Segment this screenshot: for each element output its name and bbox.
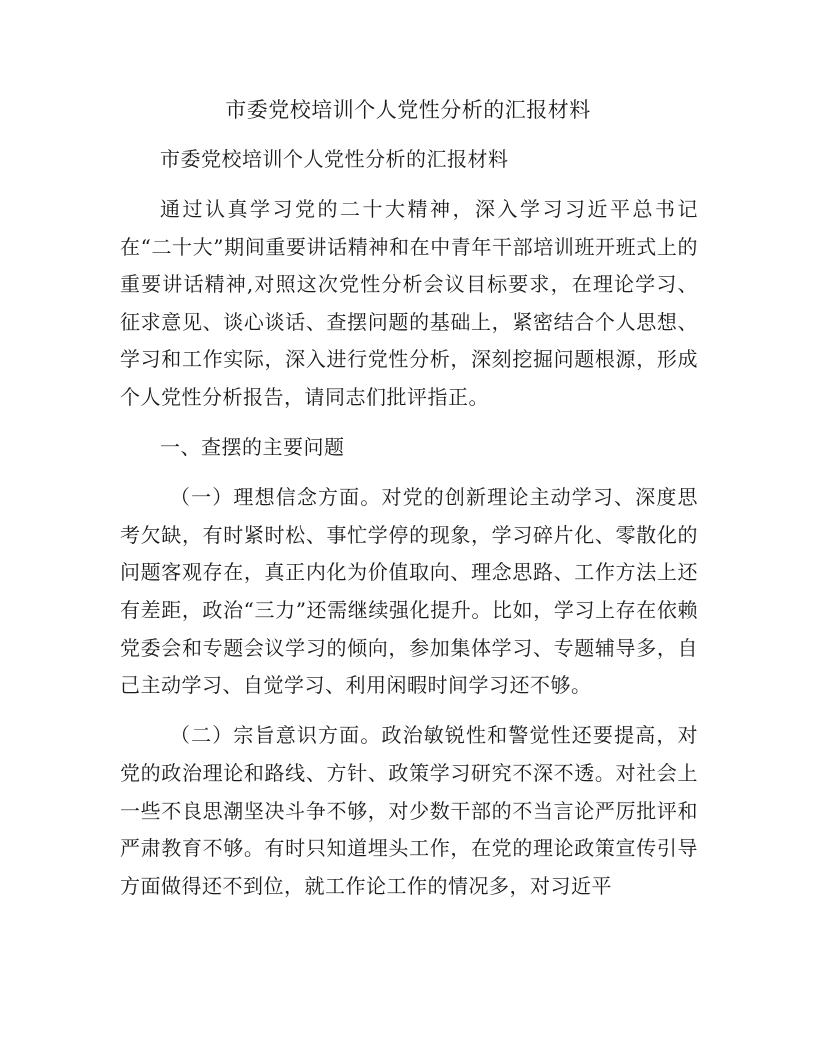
paragraph-intro: 通过认真学习党的二十大精神，深入学习习近平总书记在“二十大”期间重要讲话精神和在中青年干部培训班开班式上的重要讲话精神,对照这次党性分析会议目标要求，在理论学习、征求意见、谈心谈话、查摆问题的基础上，紧密结合个人思想、学习和工作实际，深入进行党性分析，深刻挖掘问题根源，形成个人党性分析报告，请同志们批评指正。 [120,197,698,410]
document-title: 市委党校培训个人党性分析的汇报材料 [225,98,591,122]
document-subtitle: 市委党校培训个人党性分析的汇报材料 [160,147,509,171]
paragraph-purpose-awareness: （二）宗旨意识方面。政治敏锐性和警觉性还要提高，对党的政治理论和路线、方针、政策学习研究不深不透。对社会上一些不良思潮坚决斗争不够，对少数干部的不当言论严厉批评和严肃教育不够。有时只知道埋头工作，在党的理论政策宣传引导方面做得还不到位，就工作论工作的情况多，对习近平 [120,723,698,898]
section-heading-main-problems: 一、查摆的主要问题 [160,435,345,460]
paragraph-ideals-beliefs: （一）理想信念方面。对党的创新理论主动学习、深度思考欠缺，有时紧时松、事忙学停的现象，学习碎片化、零散化的问题客观存在，真正内化为价值取向、理念思路、工作方法上还有差距，政治“三力”还需继续强化提升。比如，学习上存在依赖党委会和专题会议学习的倾向，参加集体学习、专题辅导多，自己主动学习、自觉学习、利用闲暇时间学习还不够。 [120,485,698,698]
document-body [120,141,698,918]
